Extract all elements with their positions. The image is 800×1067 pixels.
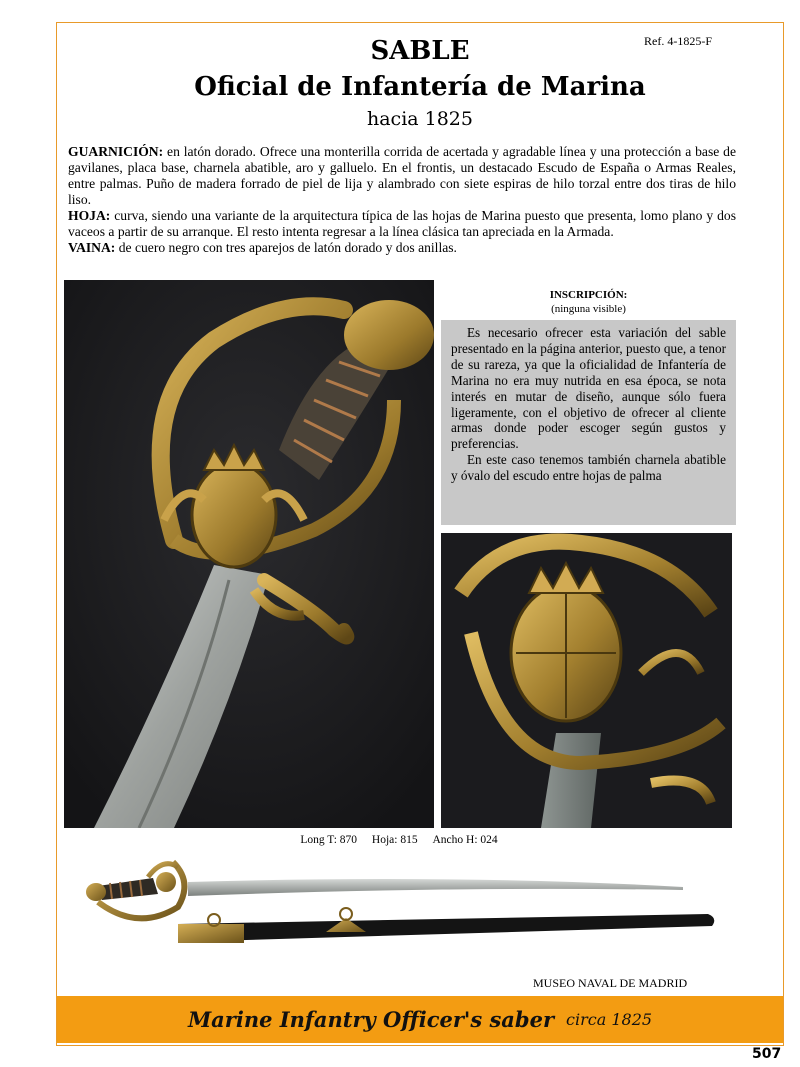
museum-credit: MUSEO NAVAL DE MADRID bbox=[533, 976, 688, 990]
note-box bbox=[441, 320, 736, 525]
measure-long-total: Long T: 870 bbox=[300, 834, 358, 846]
full-saber-photo bbox=[78, 852, 728, 964]
page-title-line2: Oficial de Infantería de Marina bbox=[194, 72, 646, 102]
page-number: 507 bbox=[752, 1046, 782, 1062]
vaina-text: de cuero negro con tres aparejos de latón dorado y dos anillas. bbox=[115, 240, 457, 255]
english-title: Marine Infantry Officer's saber bbox=[187, 1007, 555, 1032]
vaina-label: VAINA: bbox=[68, 240, 116, 255]
page-subtitle: hacia 1825 bbox=[366, 108, 473, 130]
hoja-paragraph bbox=[68, 208, 736, 240]
guarnicion-text: en latón dorado. Ofrece una monterilla corrida de acertada y agradable línea y una protección a base de gavilanes, placa base, charnela abatible, aro y galluelo. En el frontis, un destacado Escudo de España o Armas Reales, entre palmas. Puño de madera forrado de piel de lija y alambrado con siete espiras de hilo torzal entre dos tiras de hilo liso. bbox=[68, 144, 736, 207]
hoja-text: curva, siendo una variante de la arquitectura típica de las hojas de Marina puesto que presenta, lomo plano y dos vaceos a partir de su arranque. El resto intenta regresar a la línea clásica tan apreciada en la Armada. bbox=[68, 208, 736, 239]
inscription-block bbox=[441, 288, 736, 316]
note-paragraph-2: En este caso tenemos también charnela abatible y óvalo del escudo entre hojas de palma bbox=[451, 452, 726, 484]
guarnicion-paragraph bbox=[68, 144, 736, 208]
inscription-heading: INSCRIPCIÓN: bbox=[549, 289, 628, 301]
inscription-value: (ninguna visible) bbox=[551, 303, 626, 315]
measure-ancho: Ancho H: 024 bbox=[432, 834, 498, 846]
description-block bbox=[68, 144, 736, 256]
vaina-paragraph bbox=[68, 240, 736, 256]
shield-detail-photo bbox=[441, 533, 732, 828]
circa-date: circa 1825 bbox=[566, 1010, 653, 1029]
reference-code: Ref. 4-1825-F bbox=[644, 34, 712, 48]
measure-hoja: Hoja: 815 bbox=[371, 834, 418, 846]
note-paragraph-1: Es necesario ofrecer esta variación del sable presentado en la página anterior, puesto que, a tenor de su rareza, ya que la oficialidad de Infantería de Marina no era muy nutrida en esa época, se nota interés en mutar de diseño, aunque sólo fuera ligeramente, con el objetivo de ofrecer al cliente armas donde poder escoger según gustos y preferencias. bbox=[451, 325, 726, 452]
hilt-photo bbox=[64, 280, 434, 828]
hoja-label: HOJA: bbox=[68, 208, 111, 223]
page-title: SABLE bbox=[370, 36, 470, 66]
footer-band bbox=[57, 996, 783, 1043]
measurements bbox=[64, 834, 734, 846]
guarnicion-label: GUARNICIÓN: bbox=[68, 144, 164, 159]
